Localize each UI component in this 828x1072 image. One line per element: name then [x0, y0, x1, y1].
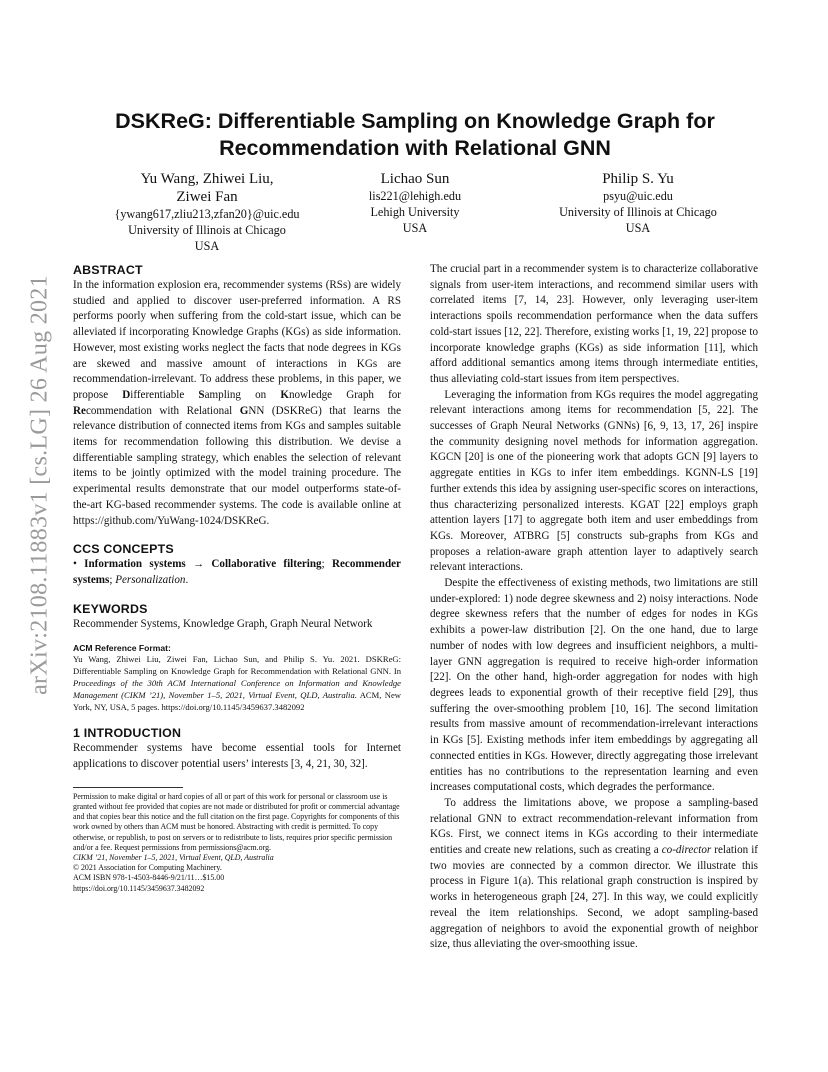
ccs-separator: ;: [109, 573, 116, 586]
italic-term: co-director: [661, 844, 712, 857]
abstract-text-cont: (DSKReG) that learns the relevance distribution of connected items from KGs and samples suitable items for recommendation following this distribution. We devise a differentiable sampling strategy, which enables the selection of relevant items to be jointly optimized with the model training procedure. The experimental results demonstrate that our model outperforms state-of-the-art KG-based recommender systems. The code is available online at https://github.com/YuWang-1024/DSKReG.: [73, 404, 401, 527]
intro-paragraph-2: The crucial part in a recommender system is to characterize collaborative signals from user-item interactions, and recommend similar users with correlated items [7, 14, 23]. However, only leveraging user-item interactions spoils recommendation performance when the data suffers cold-start issues [12, 22]. Therefore, existing works [1, 19, 22] propose to incorporate knowledge graphs (KGs) as side information [11], which afford additional semantics among items through intermediate entities, thus alleviating cold-start issues from item perspectives.: [430, 263, 758, 385]
ccs-concept-3: Personalization: [115, 573, 186, 586]
arxiv-id-text: arXiv:2108.11883v1 [cs.LG] 26 Aug 2021: [26, 275, 53, 695]
copyright-line: © 2021 Association for Computing Machinery.: [73, 863, 222, 873]
acm-reference-block: [73, 642, 401, 713]
author-country: USA: [402, 221, 428, 235]
author-affiliation: University of Illinois at Chicago: [128, 223, 286, 237]
acronym-rest: ampling on: [204, 388, 281, 401]
intro-paragraph-5: [430, 796, 758, 953]
intro-paragraph-3: Leveraging the information from KGs requires the model aggregating relevant interactions among items for recommendation [5, 22]. The successes of Graph Neural Networks (GNNs) [6, 9, 13, 17, 26] inspire the community designing novel methods for information aggregation. KGCN [20] is one of the pioneering work that adopts GCN [9] layers to aggregate entities in KGs to infer item embeddings. KGNN-LS [19] further extends this idea by assigning user-specific scores on interactions, thus characterizing personalized interests. KGAT [22] employs graph attention layers [17] to aggregate both item and user embeddings from KGs. Moreover, ATBRG [5] constructs sub-graphs from KGs and proposes a relation-aware graph attention layer to adaptively search relevant interactions.: [430, 388, 758, 574]
acronym-rest: commendation with Relational: [85, 404, 240, 417]
author-name: Yu Wang, Zhiwei Liu,: [140, 171, 274, 187]
permission-notice: Permission to make digital or hard copies of all or part of this work for personal or classroom use is granted without fee provided that copies are not made or distributed for profit or commercial advantage and that copies bear this notice and the full citation on the first page. Copyrights for components of this work owned by others than ACM must be honored. Abstracting with credit is permitted. To copy otherwise, or republish, to post on servers or to redistribute to lists, requires prior specific permission and/or a fee. Request permissions from permissions@acm.org.: [73, 791, 400, 852]
author-block-2: [330, 170, 500, 236]
acronym-letter: Re: [73, 404, 86, 417]
copyright-footnote: [73, 787, 401, 894]
ccs-separator: ;: [321, 558, 332, 571]
left-column: [73, 262, 401, 894]
paragraph-text-cont: relation if two movies are connected by a common director. We illustrate this process in Figure 1(a). This relational graph construction is inspired by works in heterogeneous graph [24, 27]. In this way, we could explicitly reveal the item relationships. Second, we adopt sampling-based aggregation of neighbors to avoid the exponential growth of neighbor size, thus alleviating the over-smoothing issue.: [430, 844, 758, 951]
keywords-text: Recommender Systems, Knowledge Graph, Graph Neural Network: [73, 617, 373, 630]
ccs-heading: CCS CONCEPTS: [73, 542, 174, 557]
author-affiliation: University of Illinois at Chicago: [559, 205, 717, 219]
acronym-rest: NN: [248, 404, 265, 417]
ccs-bullet: •: [73, 558, 85, 571]
doi-line: https://doi.org/10.1145/3459637.3482092: [73, 883, 205, 893]
abstract-text: In the information explosion era, recommender systems (RSs) are widely studied and applied to discover user-preferred information. A RS performs poorly when suffering from the cold-start issue, which can be alleviated if incorporating Knowledge Graphs (KGs) as side information. However, most existing works neglect the facts that node degrees in KGs are skewed and massive amount of interactions in KGs are recommendation-irrelevant. To address these problems, in this paper, we propose: [73, 279, 401, 401]
paragraph-text: To address the limitations above, we propose a sampling-based relational GNN to extract recommendation-relevant information from KGs. First, we connect items in KGs according to their intermediate entities and create new relations, such as creating a: [430, 796, 758, 857]
author-email: {ywang617,zliu213,zfan20}@uic.edu: [114, 207, 300, 221]
author-email: psyu@uic.edu: [603, 189, 673, 203]
acronym-letter: S: [198, 388, 205, 401]
author-affiliation: Lehigh University: [370, 205, 460, 219]
author-country: USA: [194, 239, 220, 253]
acm-reference-text: [73, 654, 401, 713]
acronym-letter: G: [239, 404, 249, 417]
acronym-rest: nowledge Graph for: [288, 388, 402, 401]
conference-line: CIKM ’21, November 1–5, 2021, Virtual Event, QLD, Australia: [73, 852, 274, 862]
intro-paragraph: Recommender systems have become essential tools for Internet applications to discover potential users’ interests [3, 4, 21, 30, 32].: [73, 742, 401, 771]
ccs-end: .: [185, 573, 189, 586]
title-line-1: DSKReG: Differentiable Sampling on Knowledge Graph for: [115, 109, 715, 133]
acronym-letter: K: [280, 388, 289, 401]
title-line-2: Recommendation with Relational GNN: [219, 136, 611, 160]
arxiv-identifier-stamp: [20, 275, 60, 695]
author-block-3: [520, 170, 756, 236]
acronym-letter: D: [122, 388, 131, 401]
ccs-concepts: [73, 557, 401, 588]
ccs-concept-2: Recommender systems: [73, 558, 401, 586]
right-column: [430, 262, 758, 953]
paper-title: [70, 108, 760, 162]
footnote-rule: [73, 787, 183, 788]
abstract-paragraph: [73, 278, 401, 529]
intro-paragraph-4: Despite the effectiveness of existing methods, two limitations are still under-explored: 1) node degree skewness and 2) noisy interactions. Node degree skewness refers that the number of edges for nodes in KGs exhibits a power-law distribution [2]. On the one hand, due to large number of nodes with low degrees and insufficient neighbors, a multi-layer GNN aggregation is required to receive high-order information [22]. On the other hand, high-order aggregation for nodes with high degrees leads to exponential growth of their receptive field [29], thus suffering the over-smoothing problem [10, 16]. The second limitation results from massive amount of recommendation-irrelevant interactions in KGs [5]. Existing methods infer item embeddings by aggregating all connected entities in KGs. However, directly aggregating those irrelevant entities has no contributions to the representation learning and even increases computational costs, which degrades the performance.: [430, 577, 758, 794]
acm-ref-doi: ACM, New York, NY, USA, 5 pages. https://doi.org/10.1145/3459637.3482092: [73, 689, 401, 712]
author-name-cont: Ziwei Fan: [176, 189, 238, 205]
acm-ref-venue: Proceedings of the 30th ACM International Conference on Information and Knowledge Management (CIKM ’21), November 1–5, 2021, Virtual Event, QLD, Australia.: [73, 677, 401, 700]
acm-ref-part: Yu Wang, Zhiwei Liu, Ziwei Fan, Lichao Sun, and Philip S. Yu. 2021. DSKReG: Differentiable Sampling on Knowledge Graph for Recommendation with Relational GNN. In: [73, 654, 401, 677]
author-country: USA: [625, 221, 651, 235]
author-name: Lichao Sun: [380, 171, 450, 187]
abstract-heading: ABSTRACT: [73, 263, 143, 277]
isbn-line: ACM ISBN 978-1-4503-8446-9/21/11…$15.00: [73, 873, 225, 883]
author-email: lis221@lehigh.edu: [368, 189, 462, 203]
author-name: Philip S. Yu: [602, 171, 674, 187]
acm-reference-heading: ACM Reference Format:: [73, 643, 171, 654]
keywords-heading: KEYWORDS: [73, 601, 148, 616]
author-block-1: [70, 170, 344, 254]
ccs-concept-1: Information systems → Collaborative filtering: [84, 558, 322, 571]
introduction-heading: 1 INTRODUCTION: [73, 726, 182, 741]
acronym-rest: ifferentiable: [130, 388, 199, 401]
